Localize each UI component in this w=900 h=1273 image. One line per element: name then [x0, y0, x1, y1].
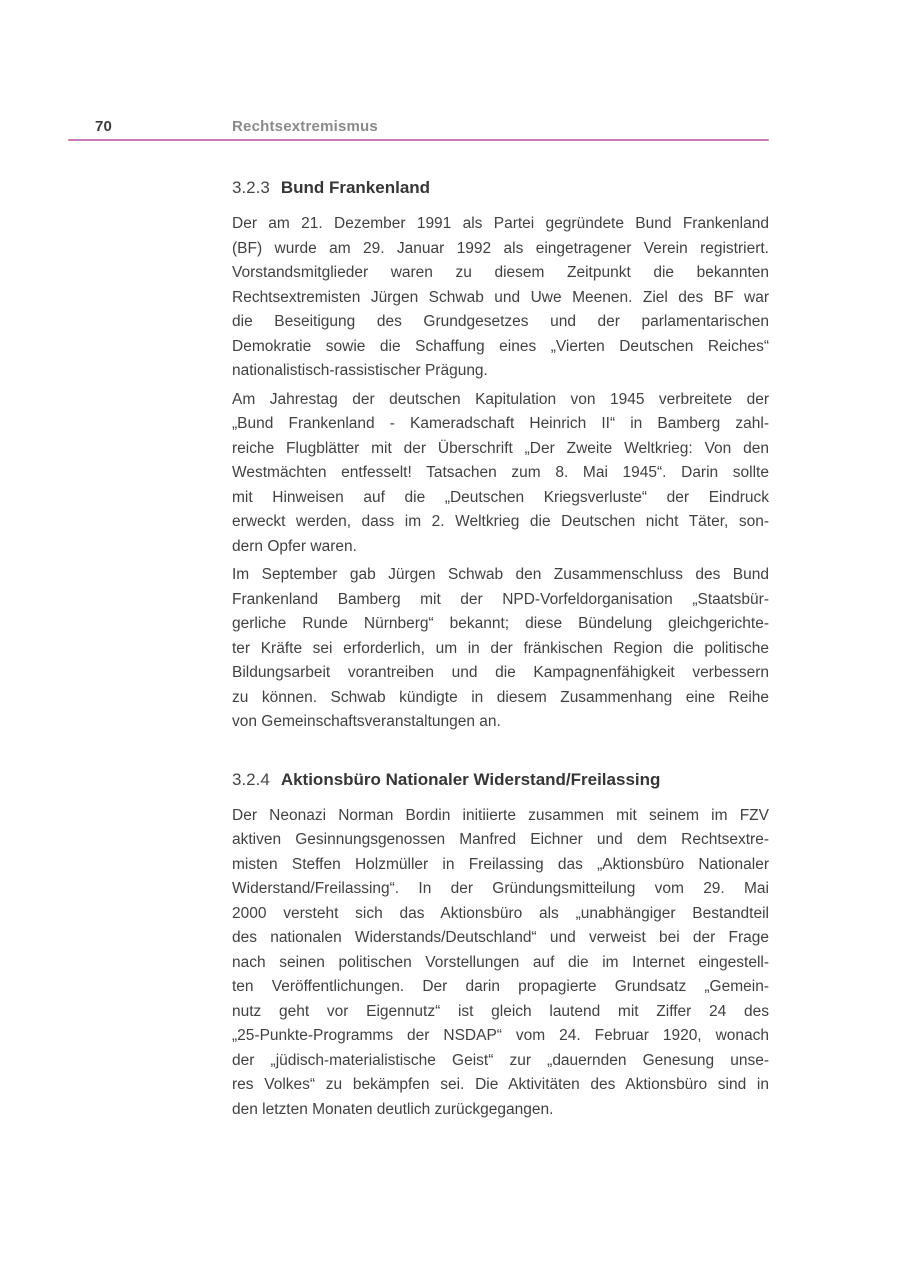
text-line: Im September gab Jürgen Schwab den Zusammenschluss des Bund	[232, 566, 769, 583]
text-line: erweckt werden, dass im 2. Weltkrieg die Deutschen nicht Täter, son-	[232, 513, 769, 530]
section-number: 3.2.4	[232, 769, 270, 789]
section-title: Aktionsbüro Nationaler Widerstand/Freilassing	[280, 769, 661, 789]
section-heading	[232, 176, 769, 200]
text-line: ten Veröffentlichungen. Der darin propagierte Grundsatz „Gemein-	[232, 978, 769, 995]
section-number: 3.2.3	[232, 178, 270, 197]
paragraph	[232, 212, 769, 384]
text-line: die Beseitigung des Grundgesetzes und der parlamentarischen	[232, 313, 769, 330]
text-line: Der am 21. Dezember 1991 als Partei gegründete Bund Frankenland	[232, 215, 769, 232]
text-line: Rechtsextremisten Jürgen Schwab und Uwe Meenen. Ziel des BF war	[232, 288, 769, 306]
text-line: (BF) wurde am 29. Januar 1992 als eingetragener Verein registriert.	[232, 239, 769, 257]
text-line: Vorstandsmitglieder waren zu diesem Zeitpunkt die bekannten	[232, 264, 769, 281]
chapter-title: Rechtsextremismus	[232, 118, 378, 135]
text-line: des nationalen Widerstands/Deutschland“ und verweist bei der Frage	[232, 929, 769, 946]
section-heading	[232, 768, 769, 792]
text-line: misten Steffen Holzmüller in Freilassing das „Aktionsbüro Nationaler	[232, 855, 769, 873]
text-line: 2000 versteht sich das Aktionsbüro als „unabhängiger Bestandteil	[232, 904, 769, 922]
text-line: nutz geht vor Eigennutz“ ist gleich lautend mit Ziffer 24 des	[232, 1002, 769, 1020]
text-line: mit Hinweisen auf die „Deutschen Kriegsverluste“ der Eindruck	[232, 488, 769, 506]
text-line: Widerstand/Freilassing“. In der Gründungsmitteilung vom 29. Mai	[232, 880, 769, 897]
section-title: Bund Frankenland	[280, 178, 431, 197]
text-line: Frankenland Bamberg mit der NPD-Vorfeldorganisation „Staatsbür-	[232, 590, 769, 608]
text-line: „25-Punkte-Programms der NSDAP“ vom 24. Februar 1920, wonach	[232, 1027, 769, 1044]
text-line: gerliche Runde Nürnberg“ bekannt; diese Bündelung gleichgerichte-	[232, 615, 769, 632]
text-line: Am Jahrestag der deutschen Kapitulation von 1945 verbreitete der	[232, 390, 769, 408]
text-line: der „jüdisch-materialistische Geist“ zur „dauernden Genesung unse-	[232, 1051, 769, 1069]
paragraph	[232, 563, 769, 735]
text-line: aktiven Gesinnungsgenossen Manfred Eichner und dem Rechtsextre-	[232, 831, 769, 848]
text-line: „Bund Frankenland - Kameradschaft Heinrich II“ in Bamberg zahl-	[232, 415, 769, 432]
text-line: den letzten Monaten deutlich zurückgegangen.	[232, 1100, 554, 1118]
content-column	[232, 176, 769, 1126]
paragraph	[232, 804, 769, 1123]
text-line: zu können. Schwab kündigte in diesem Zusammenhang eine Reihe	[232, 688, 769, 706]
text-line: Demokratie sowie die Schaffung eines „Vierten Deutschen Reiches“	[232, 337, 769, 355]
text-line: Westmächten entfesselt! Tatsachen zum 8. Mai 1945“. Darin sollte	[232, 464, 769, 481]
text-line: ter Kräfte sei erforderlich, um in der fränkischen Region die politische	[232, 639, 769, 657]
header-rule	[68, 139, 769, 141]
running-header	[0, 118, 900, 138]
page-number: 70	[95, 118, 113, 135]
text-line: Der Neonazi Norman Bordin initiierte zusammen mit seinem im FZV	[232, 806, 769, 824]
text-line: nach seinen politischen Vorstellungen auf die im Internet eingestell-	[232, 953, 769, 971]
paragraph	[232, 388, 769, 560]
text-line: nationalistisch-rassistischer Prägung.	[232, 362, 488, 379]
text-line: reiche Flugblätter mit der Überschrift „Der Zweite Weltkrieg: Von den	[232, 439, 769, 457]
text-line: von Gemeinschaftsveranstaltungen an.	[232, 713, 501, 730]
text-line: dern Opfer waren.	[232, 537, 357, 555]
text-line: res Volkes“ zu bekämpfen sei. Die Aktivitäten des Aktionsbüro sind in	[232, 1076, 769, 1093]
text-line: Bildungsarbeit vorantreiben und die Kampagnenfähigkeit verbessern	[232, 664, 769, 681]
